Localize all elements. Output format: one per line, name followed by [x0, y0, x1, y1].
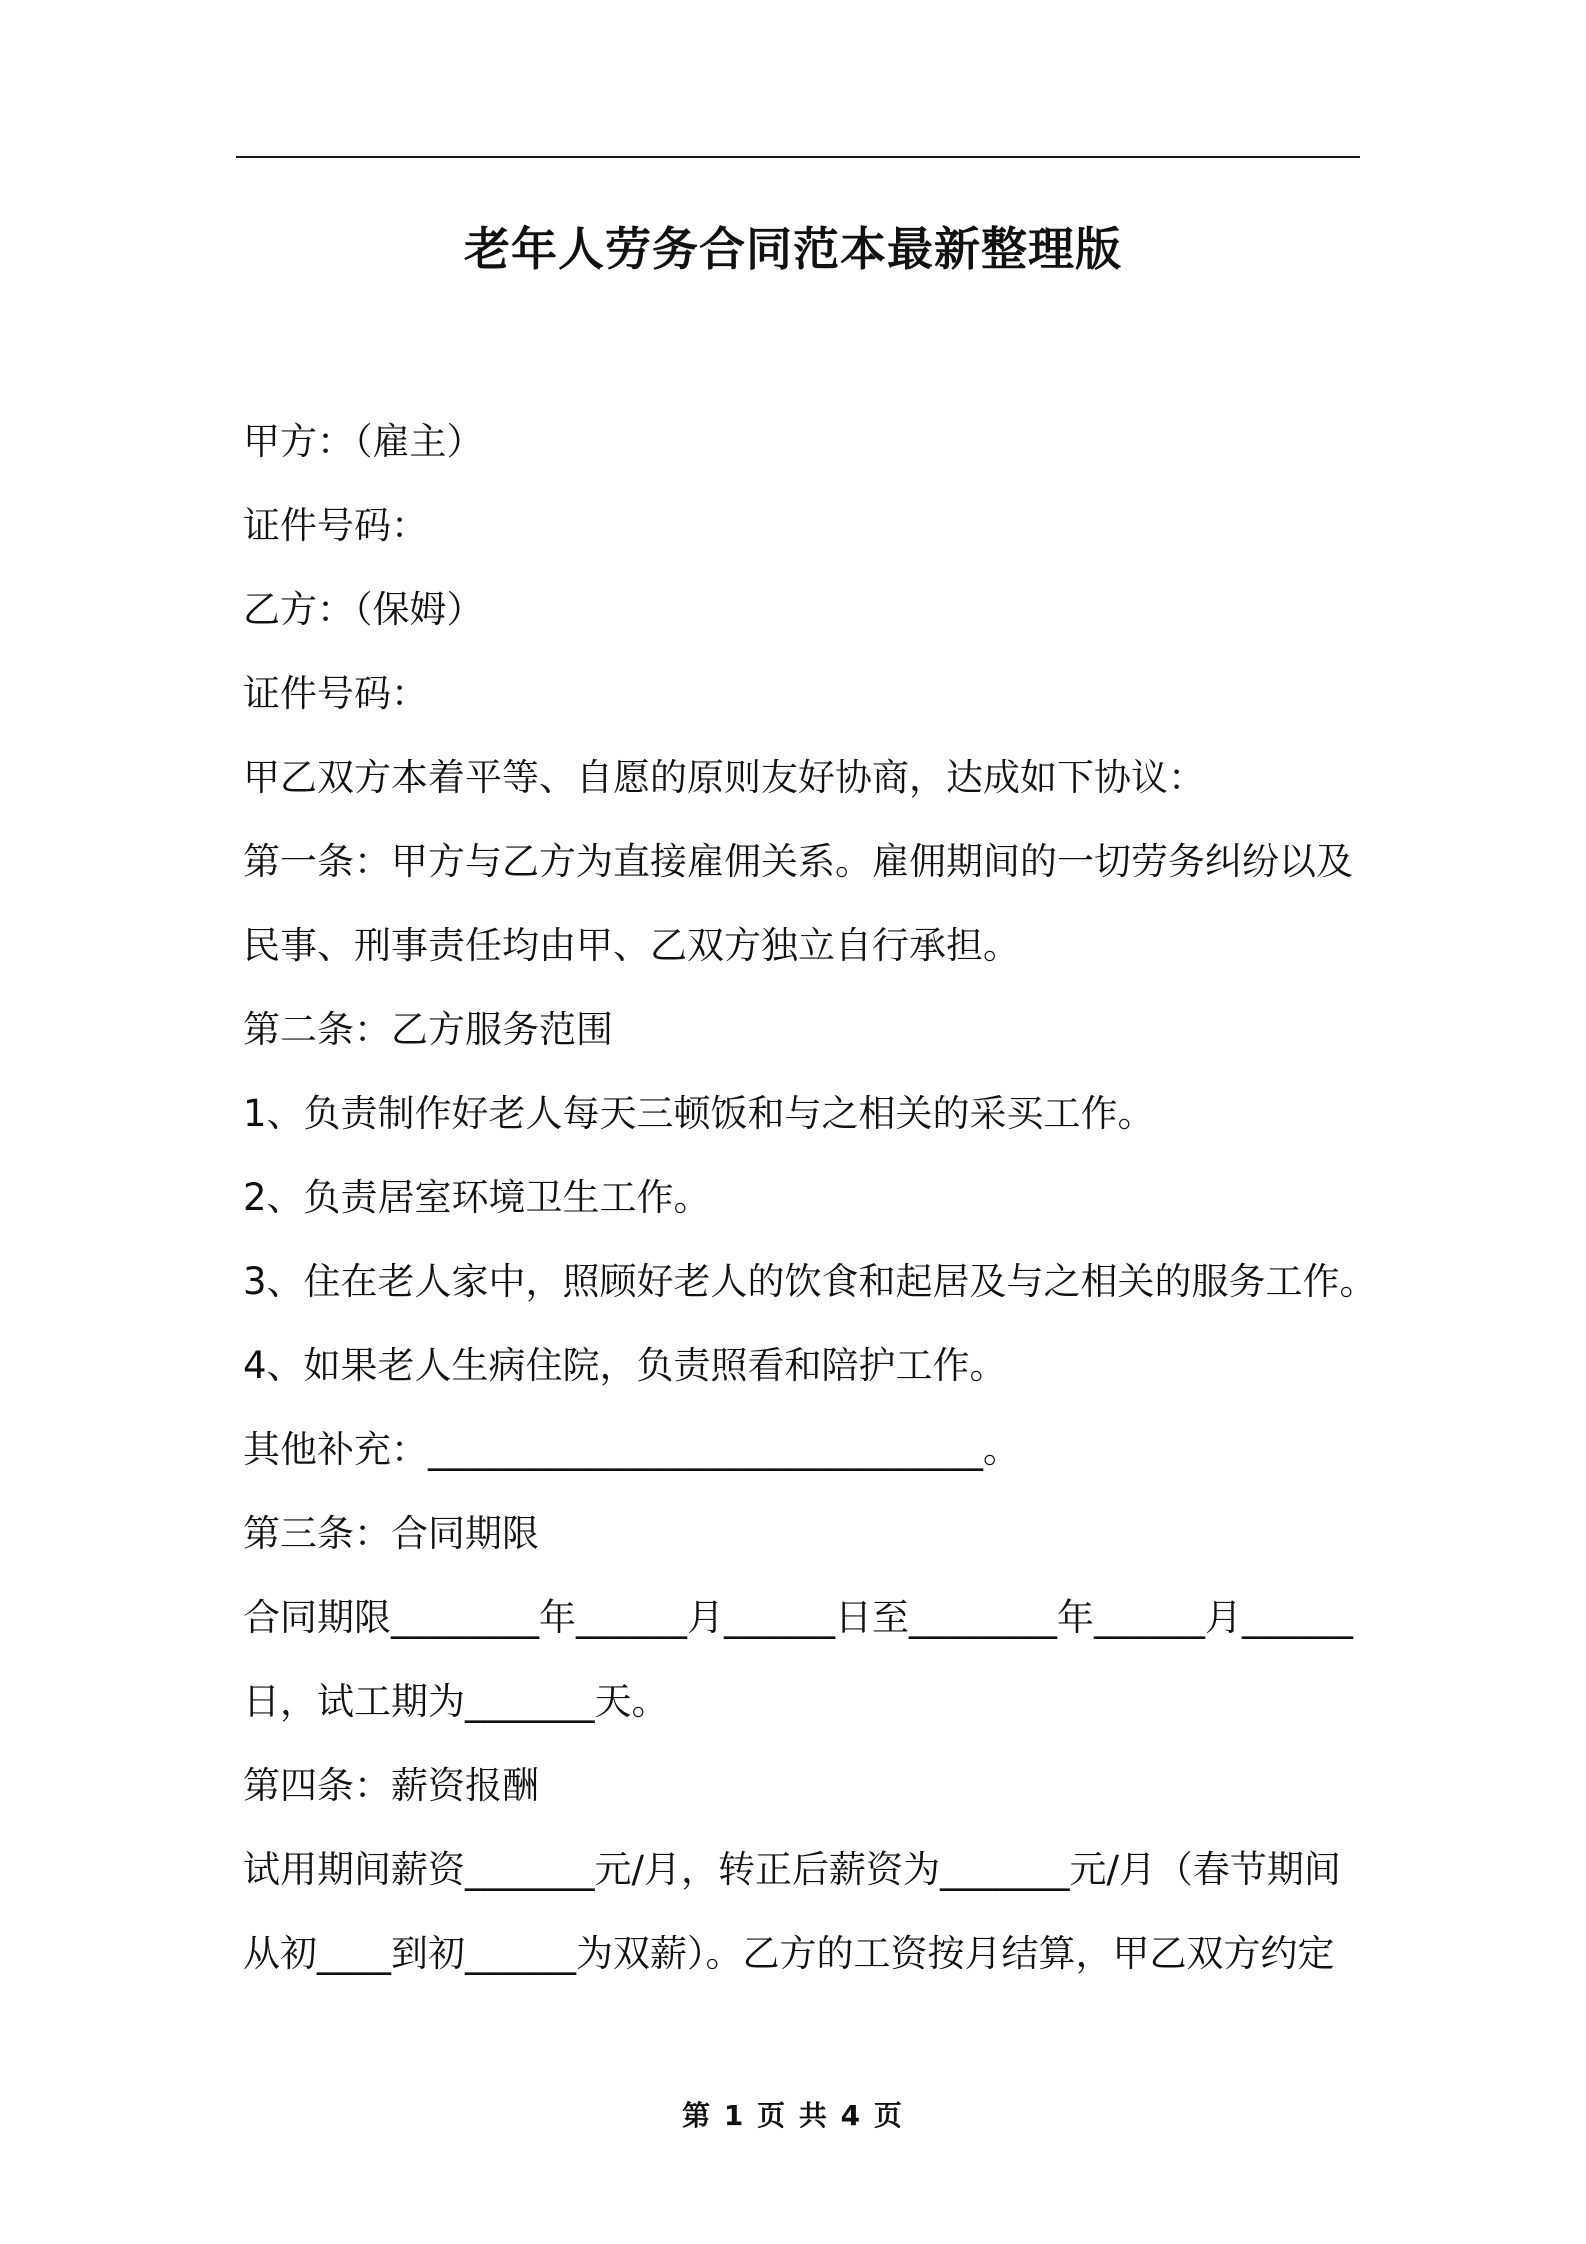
page-number: 第 1 页 共 4 页: [682, 2099, 904, 2132]
party-b-id-line: 证件号码：: [243, 672, 428, 715]
duty-item-3: 3、住在老人家中，照顾好老人的饮食和起居及与之相关的服务工作。: [243, 1260, 1377, 1303]
article-2-heading: 第二条：乙方服务范围: [243, 1008, 613, 1051]
duty-item-2: 2、负责居室环境卫生工作。: [243, 1176, 711, 1219]
article-4-heading: 第四条：薪资报酬: [243, 1764, 539, 1807]
party-a-id-line: 证件号码：: [243, 504, 428, 547]
article-1-line: 第一条：甲方与乙方为直接雇佣关系。雇佣期间的一切劳务纠纷以及: [243, 840, 1353, 883]
salary-line: 试用期间薪资_______元/月，转正后薪资为_______元/月（春节期间: [243, 1848, 1341, 1891]
preamble-line: 甲乙双方本着平等、自愿的原则友好协商，达成如下协议：: [243, 756, 1205, 799]
other-supplement-line: 其他补充：______________________________。: [243, 1428, 1020, 1471]
duty-item-4: 4、如果老人生病住院，负责照看和陪护工作。: [243, 1344, 1007, 1387]
party-a-line: 甲方：（雇主）: [243, 420, 484, 463]
article-1-continuation: 民事、刑事责任均由甲、乙双方独立自行承担。: [243, 924, 1020, 967]
header-rule: [236, 156, 1360, 158]
article-3-heading: 第三条：合同期限: [243, 1512, 539, 1555]
salary-continuation: 从初____到初______为双薪）。乙方的工资按月结算，甲乙双方约定: [243, 1932, 1335, 1975]
document-title: 老年人劳务合同范本最新整理版: [464, 222, 1122, 276]
party-b-line: 乙方：（保姆）: [243, 588, 484, 631]
document-body: [243, 400, 1403, 1996]
probation-line: 日，试工期为_______天。: [243, 1680, 669, 1723]
contract-term-line: 合同期限________年______月______日至________年______月______: [243, 1596, 1353, 1639]
duty-item-1: 1、负责制作好老人每天三顿饭和与之相关的采买工作。: [243, 1092, 1155, 1135]
